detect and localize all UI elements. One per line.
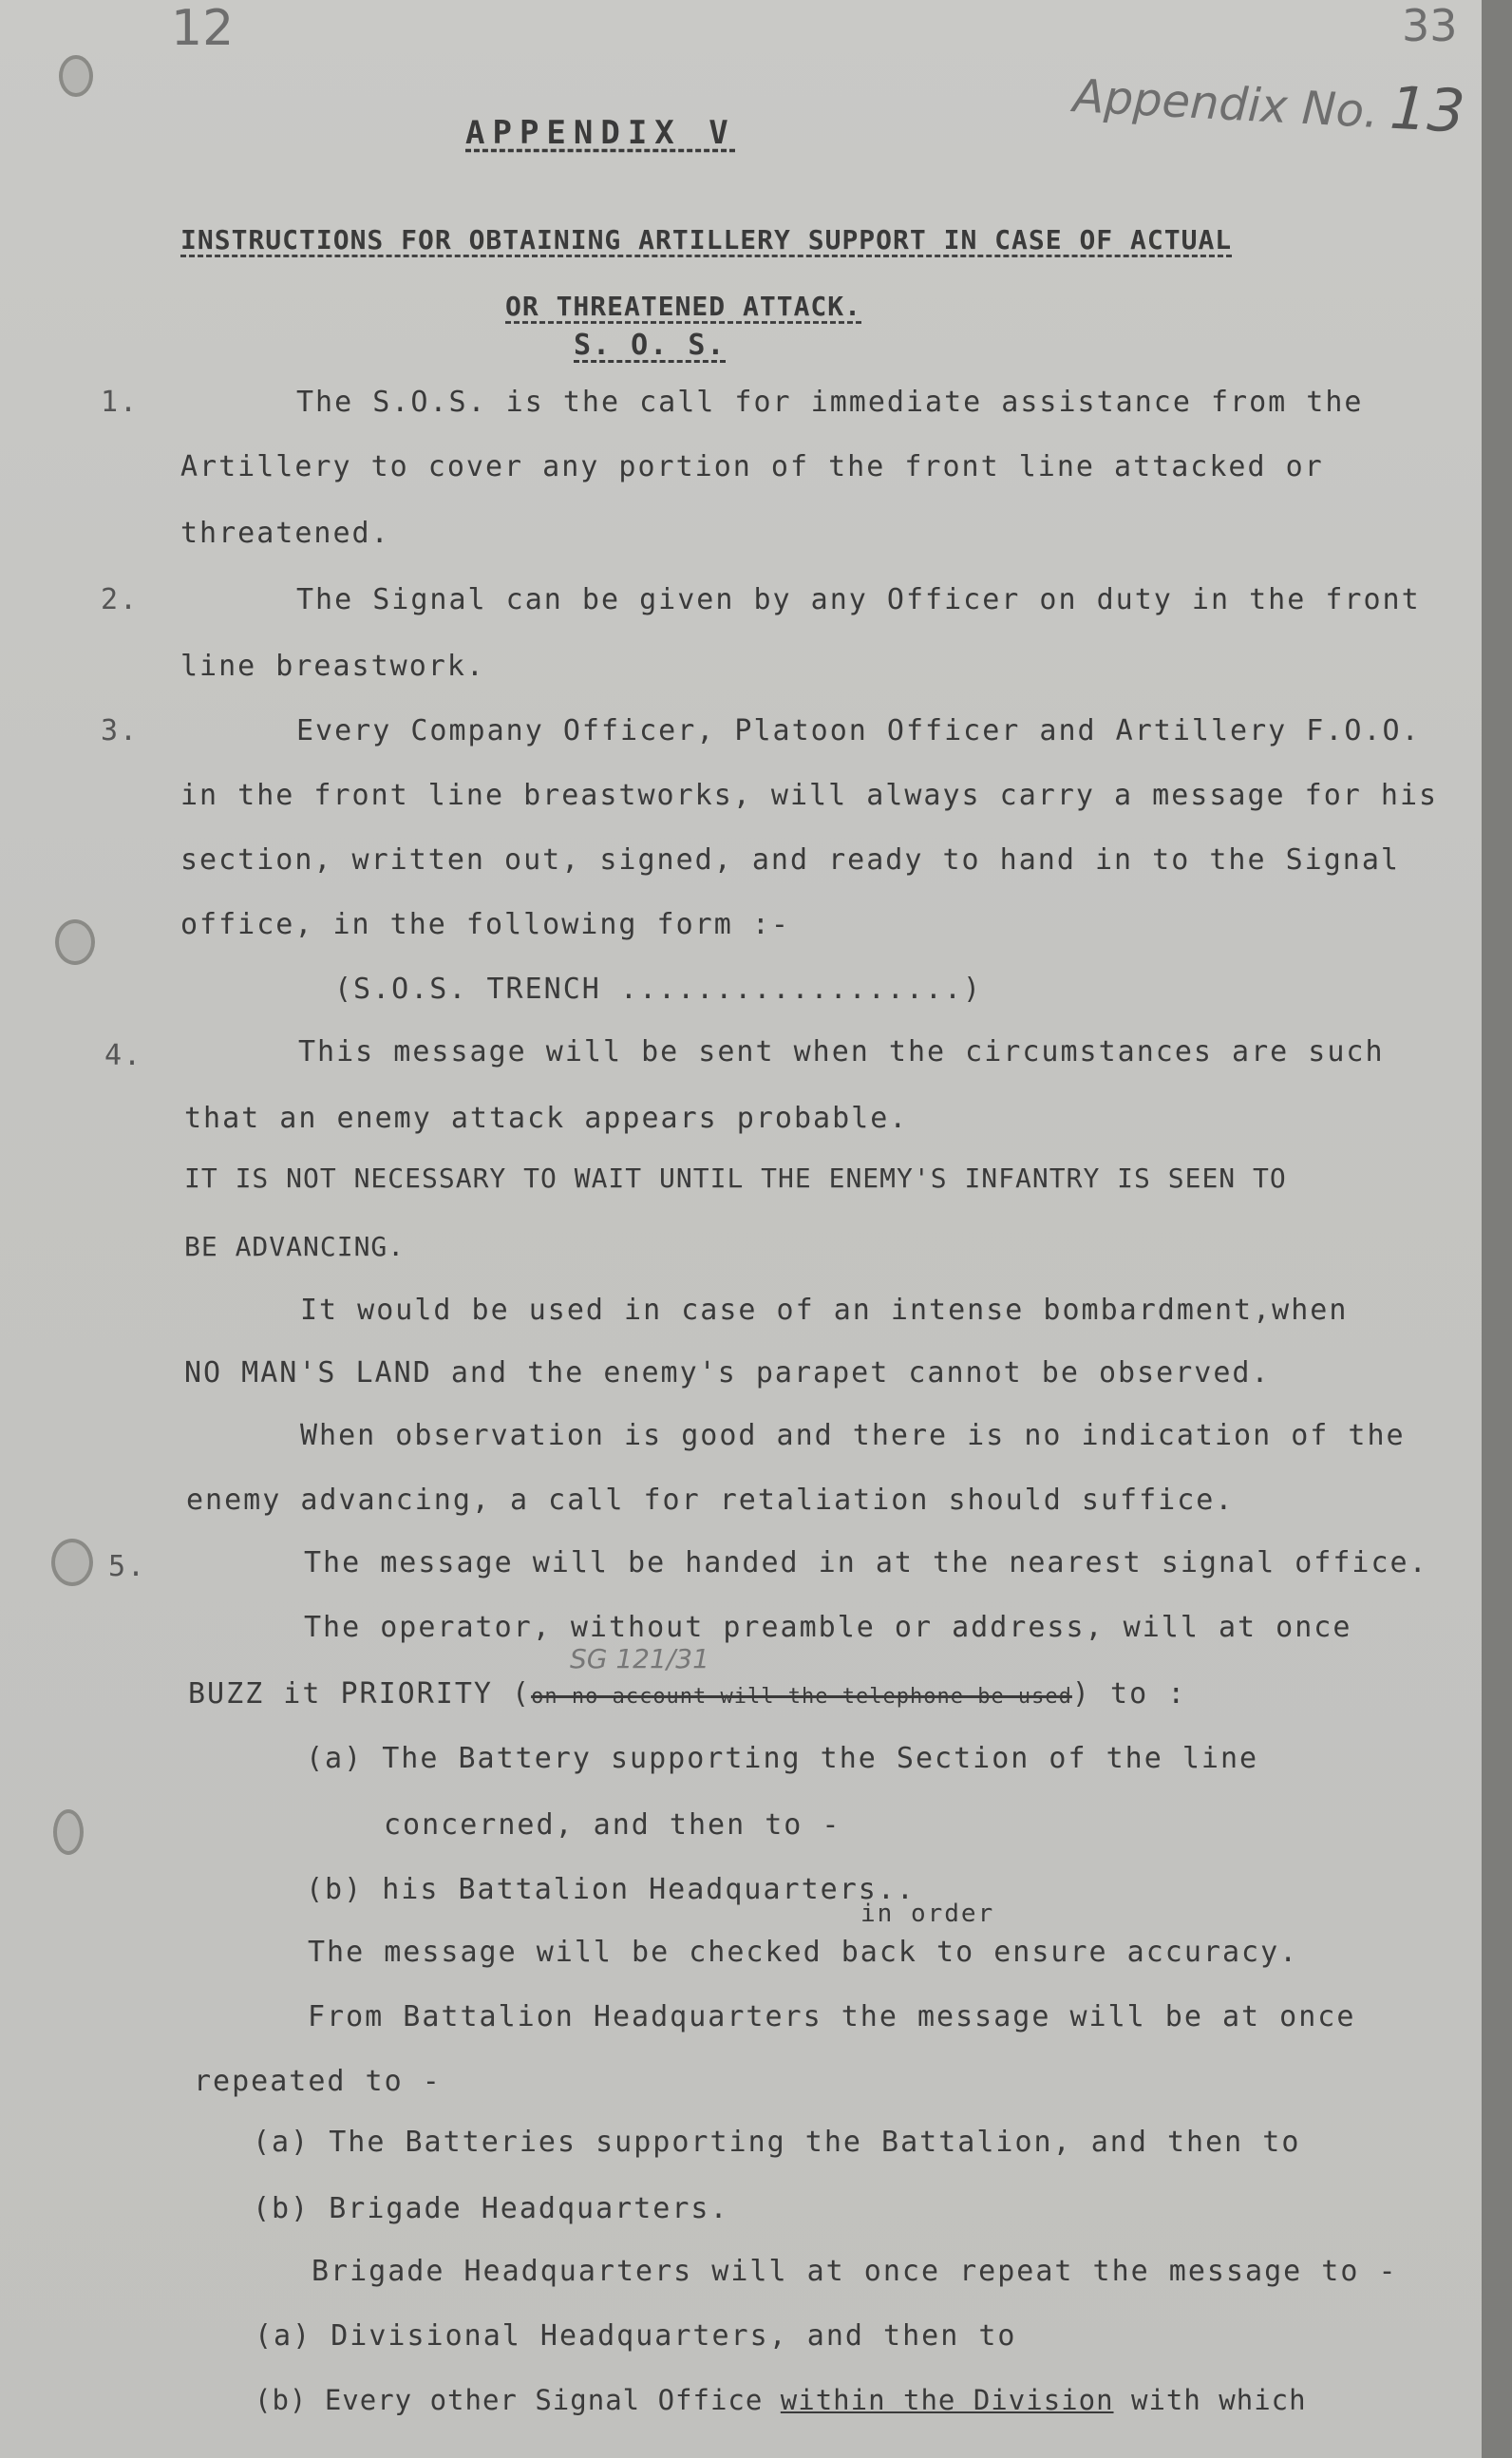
- para-number-1: 1.: [101, 386, 140, 419]
- within-division-underlined: within the Division: [780, 2384, 1114, 2416]
- para-2-line-2: line breastwork.: [180, 650, 485, 683]
- brigade-item-b-start: (b) Every other Signal Office: [255, 2384, 781, 2416]
- para-5-line-1: The message will be handed in at the nearest signal office.: [304, 1546, 1428, 1579]
- heading-line-3: S. O. S.: [574, 329, 727, 362]
- para-2-line-1: The Signal can be given by any Officer on duty in the front: [296, 583, 1421, 616]
- para-4-line-3: IT IS NOT NECESSARY TO WAIT UNTIL THE ENEMY'S INFANTRY IS SEEN TO: [184, 1163, 1287, 1194]
- appendix-stamp: [1071, 56, 1466, 145]
- para-4-line-4: BE ADVANCING.: [184, 1231, 406, 1262]
- punch-hole-lower: [51, 1539, 93, 1586]
- punch-hole-bottom: [53, 1809, 84, 1855]
- struck-out-text: on no account will the telephone be used: [531, 1685, 1072, 1709]
- para-number-2: 2.: [101, 583, 140, 616]
- buzz-priority-text: BUZZ it PRIORITY (: [188, 1677, 532, 1711]
- para-4-line-8: enemy advancing, a call for retaliation should suffice.: [186, 1484, 1235, 1517]
- para-5-line-3: [188, 1677, 1186, 1711]
- para-number-4: 4.: [104, 1039, 143, 1072]
- para-5-line-2: The operator, without preamble or address, will at once: [304, 1611, 1352, 1644]
- appendix-label: Appendix No.: [1071, 69, 1380, 139]
- para-1-line-3: threatened.: [180, 517, 390, 550]
- document-title: APPENDIX V: [465, 114, 736, 152]
- para-1-line-2: Artillery to cover any portion of the front line attacked or: [180, 450, 1324, 483]
- buzz-priority-end: ) to :: [1071, 1677, 1187, 1711]
- page-edge-shadow: [1482, 0, 1512, 2458]
- heading-line-1: INSTRUCTIONS FOR OBTAINING ARTILLERY SUPPORT IN CASE OF ACTUAL: [180, 224, 1233, 255]
- punch-hole-top: [59, 55, 93, 97]
- para-3-line-3: section, written out, signed, and ready to hand in to the Signal: [180, 843, 1400, 877]
- appendix-number: 13: [1388, 72, 1467, 146]
- para-4-line-6: NO MAN'S LAND and the enemy's parapet cannot be observed.: [184, 1356, 1271, 1390]
- para-number-5: 5.: [108, 1550, 147, 1583]
- para-3-line-4: office, in the following form :-: [180, 908, 790, 941]
- para-5-battalion-line-1: From Battalion Headquarters the message will be at once: [308, 2000, 1356, 2033]
- inserted-words: in order: [860, 1900, 995, 1928]
- para-5-brigade-item-b: [255, 2384, 1307, 2416]
- para-5-brigade-item-a: (a) Divisional Headquarters, and then to: [255, 2319, 1017, 2353]
- brigade-item-b-end: with which: [1113, 2384, 1307, 2416]
- handwritten-reference: SG 121/31: [570, 1643, 709, 1674]
- para-4-line-5: It would be used in case of an intense bombardment,when: [300, 1294, 1349, 1327]
- para-3-form: (S.O.S. TRENCH ..................): [334, 973, 983, 1006]
- page-number-right: 33: [1402, 0, 1458, 51]
- heading-line-2: OR THREATENED ATTACK.: [505, 291, 862, 322]
- para-5-item-a-line-1: (a) The Battery supporting the Section of the line: [306, 1742, 1259, 1775]
- para-5-item-b: (b) his Battalion Headquarters..: [306, 1873, 916, 1906]
- para-4-line-2: that an enemy attack appears probable.: [184, 1102, 909, 1135]
- para-number-3: 3.: [101, 714, 140, 747]
- para-5-battalion-item-a: (a) The Batteries supporting the Battalion, and then to: [253, 2126, 1301, 2159]
- para-5-battalion-line-2: repeated to -: [194, 2065, 442, 2098]
- para-5-item-a-line-2: concerned, and then to -: [384, 1808, 841, 1842]
- para-5-check-line: The message will be checked back to ensure accuracy.: [308, 1936, 1299, 1969]
- punch-hole-mid: [55, 919, 95, 965]
- para-4-line-1: This message will be sent when the circumstances are such: [298, 1035, 1385, 1068]
- para-5-battalion-item-b: (b) Brigade Headquarters.: [253, 2192, 729, 2225]
- page-number-left: 12: [171, 0, 235, 57]
- para-4-line-7: When observation is good and there is no indication of the: [300, 1419, 1406, 1452]
- para-3-line-2: in the front line breastworks, will always carry a message for his: [180, 779, 1439, 812]
- para-1-line-1: The S.O.S. is the call for immediate assistance from the: [296, 386, 1364, 419]
- para-3-line-1: Every Company Officer, Platoon Officer and Artillery F.O.O.: [296, 714, 1421, 747]
- para-5-brigade-line-1: Brigade Headquarters will at once repeat the message to -: [312, 2255, 1398, 2288]
